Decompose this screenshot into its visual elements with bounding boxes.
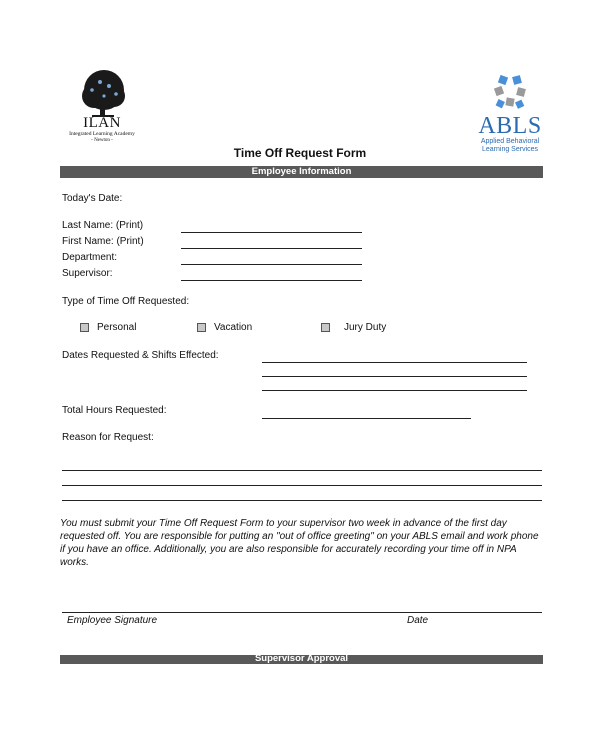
- signature-line[interactable]: [62, 612, 542, 613]
- puzzle-figures-icon: [485, 74, 535, 112]
- total-hours-label: Total Hours Requested:: [62, 405, 167, 416]
- submission-notice: You must submit your Time Off Request Form to your supervisor two week in advance of the first day requested off. You are responsible for putting an "out of office greeting" on your ABLS email and work phone if you have an office. Additionally, you are also responsible for accurately recording your time off in NPA works.: [60, 518, 539, 568]
- dates-requested-line-2[interactable]: [262, 376, 527, 377]
- department-label: Department:: [62, 252, 118, 263]
- department-field[interactable]: [181, 264, 362, 265]
- abls-name: ABLS: [478, 113, 542, 139]
- employee-signature-label: Employee Signature: [67, 615, 158, 626]
- abls-subtitle-line1: Applied Behavioral: [480, 138, 540, 145]
- reason-line-2[interactable]: [62, 485, 542, 486]
- last-name-field[interactable]: [181, 232, 362, 233]
- reason-line-3[interactable]: [62, 500, 542, 501]
- ilan-name: ILAN: [83, 115, 121, 131]
- todays-date-label: Today's Date:: [62, 193, 123, 204]
- form-title: Time Off Request Form: [233, 146, 367, 160]
- supervisor-approval-text: Supervisor Approval: [254, 655, 349, 664]
- vacation-option-label: Vacation: [214, 322, 253, 333]
- supervisor-approval-header: [60, 655, 543, 664]
- abls-subtitle-line2: Learning Services: [481, 146, 539, 153]
- supervisor-field[interactable]: [181, 280, 362, 281]
- ilan-subtitle: Integrated Learning Academy: [69, 131, 135, 137]
- dates-requested-line-3[interactable]: [262, 390, 527, 391]
- reason-label: Reason for Request:: [62, 432, 154, 443]
- jury-duty-checkbox[interactable]: [321, 323, 330, 332]
- personal-option-label: Personal: [97, 322, 137, 333]
- ilan-logo: [60, 68, 144, 144]
- dates-requested-label: Dates Requested & Shifts Effected:: [62, 350, 219, 361]
- personal-checkbox[interactable]: [80, 323, 89, 332]
- supervisor-label: Supervisor:: [62, 268, 113, 279]
- abls-logo: [470, 74, 550, 154]
- last-name-label: Last Name: (Print): [62, 220, 144, 231]
- jury-duty-option-label: Jury Duty: [344, 322, 387, 333]
- type-of-time-off-label: Type of Time Off Requested:: [62, 296, 190, 307]
- employee-information-header: Employee Information: [60, 166, 543, 178]
- signature-date-label: Date: [407, 615, 429, 626]
- first-name-field[interactable]: [181, 248, 362, 249]
- dates-requested-line-1[interactable]: [262, 362, 527, 363]
- reason-line-1[interactable]: [62, 470, 542, 471]
- total-hours-field[interactable]: [262, 418, 471, 419]
- tree-icon: [74, 68, 130, 118]
- first-name-label: First Name: (Print): [62, 236, 144, 247]
- ilan-location: - Newton -: [91, 138, 113, 143]
- vacation-checkbox[interactable]: [197, 323, 206, 332]
